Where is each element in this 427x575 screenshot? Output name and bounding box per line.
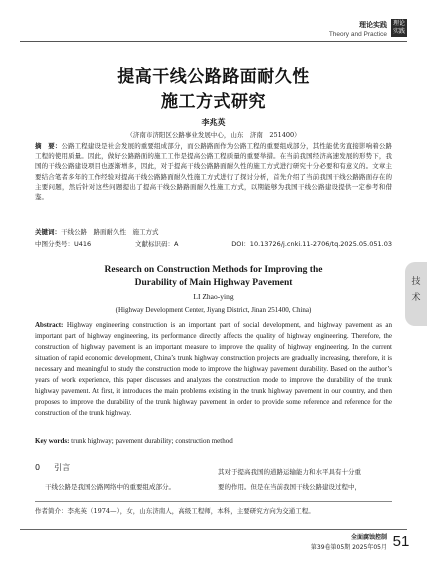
keywords-cn-text: 干线公路 路面耐久性 施工方式 — [61, 228, 159, 236]
abstract-cn-text: 公路工程建设是社会发展的重要组成部分，而公路路面作为公路工程的重要组成部分，其性能优劣直接影响着公路工程的使用质量。因此，做好公路路面的施工工作是提高公路工程质量的重要举措。在当前我国经济高速发展的形势下，我国的干线公路建设项目也逐渐增多，因此，对于提高干线公路路面耐久性的施工方式进行研究十分必要和有意义的。文章主要结合笔者多年的工作经验对提高干线公路路面耐久性施工方式进行了探讨分析，首先介绍了当前我国干线公路路面存在的主要问题，然后针对这些问题提出了提高干线公路路面耐久性施工方式，以期能够为我国干线公路建设提供一定参考和借鉴。 — [35, 142, 393, 202]
header-divider — [20, 41, 407, 42]
section-number: 0 — [35, 463, 41, 472]
affiliation-en: (Highway Development Center, Jiyang District, Jinan 251400, China) — [115, 306, 312, 314]
document-code: 文献标识码：A — [135, 240, 179, 248]
title-en-line-1: Research on Construction Methods for Improving the — [104, 265, 323, 275]
body-text-right-line-2: 要的作用。但是在当前我国干线公路建设过程中， — [218, 483, 361, 491]
title-cn-line-1: 提高干线公路路面耐久性 — [117, 67, 310, 87]
body-text-left: 干线公路是我国公路网络中的重要组成部分。 — [45, 483, 175, 491]
journal-issue: 第39卷第05期 2025年05月 — [310, 544, 387, 551]
keywords-en — [35, 437, 233, 445]
abstract-cn-label: 摘 要： — [35, 142, 62, 150]
section-heading — [35, 462, 70, 473]
abstract-en-text: Highway engineering construction is an important part of social development, and highway pavement as an important part of highway engineering, its performance directly affects the quality of highway engineering. Therefore, the construction of highway pavement is an important measure to improve the quality of highway engineering. In the current situation of rapid economic development, China’s trunk highway construction projects are gradually increasing, therefore, it is necessary and meaningful to study the construction mode to improve the highway pavement durability. Based on the author’s years of work experience, this paper discusses and analyzes the construction mode to improve the durability of the trunk highway pavement. At first, it introduces the main problems existing in the trunk highway pavement in our country, and then proposes to improve the durability of the trunk highway pavement in order to provide some reference and reference for the construction of the trunk highway. — [35, 321, 393, 418]
affiliation-cn: （济南市济阳区公路事业发展中心，山东 济南 251400） — [126, 131, 301, 139]
abstract-en — [35, 320, 392, 419]
author-en: LI Zhao-ying — [193, 292, 234, 301]
clc-number: 中图分类号：U416 — [35, 240, 92, 248]
footnote-divider — [35, 501, 392, 502]
body-text-right-line-1: 其对于提高我国的道路运输能力和水平具有十分重 — [218, 468, 361, 476]
keywords-cn — [35, 227, 159, 236]
side-tab-char-1: 技 — [411, 277, 421, 287]
side-section-tab — [405, 262, 427, 326]
page-number: 51 — [392, 533, 410, 550]
section-name-en: Theory and Practice — [328, 31, 387, 38]
side-tab-char-2: 术 — [411, 293, 421, 303]
footer-divider — [20, 529, 407, 530]
section-logo-icon: 理论实践 — [392, 20, 405, 35]
section-name-cn: 理论实践 — [359, 21, 387, 29]
keywords-en-label: Key words: — [35, 437, 70, 445]
page-header — [0, 0, 427, 44]
title-en-line-2: Durability of Main Highway Pavement — [134, 278, 293, 288]
section-title: 引言 — [54, 463, 71, 472]
keywords-en-text: trunk highway; pavement durability; construction method — [71, 437, 233, 445]
author-cn: 李兆英 — [201, 118, 226, 127]
journal-name: 全面腐蚀控制 — [350, 534, 387, 541]
abstract-en-label: Abstract: — [35, 321, 64, 329]
title-cn-line-2: 施工方式研究 — [161, 92, 266, 112]
keywords-cn-label: 关键词： — [35, 228, 61, 236]
abstract-cn — [35, 141, 392, 202]
doi: DOI：10.13726/j.cnki.11-2706/tq.2025.05.051.03 — [231, 240, 392, 248]
author-footnote: 作者简介：李兆英（1974—），女，山东济南人，高级工程师，本科，主要研究方向为交通工程。 — [35, 507, 315, 515]
